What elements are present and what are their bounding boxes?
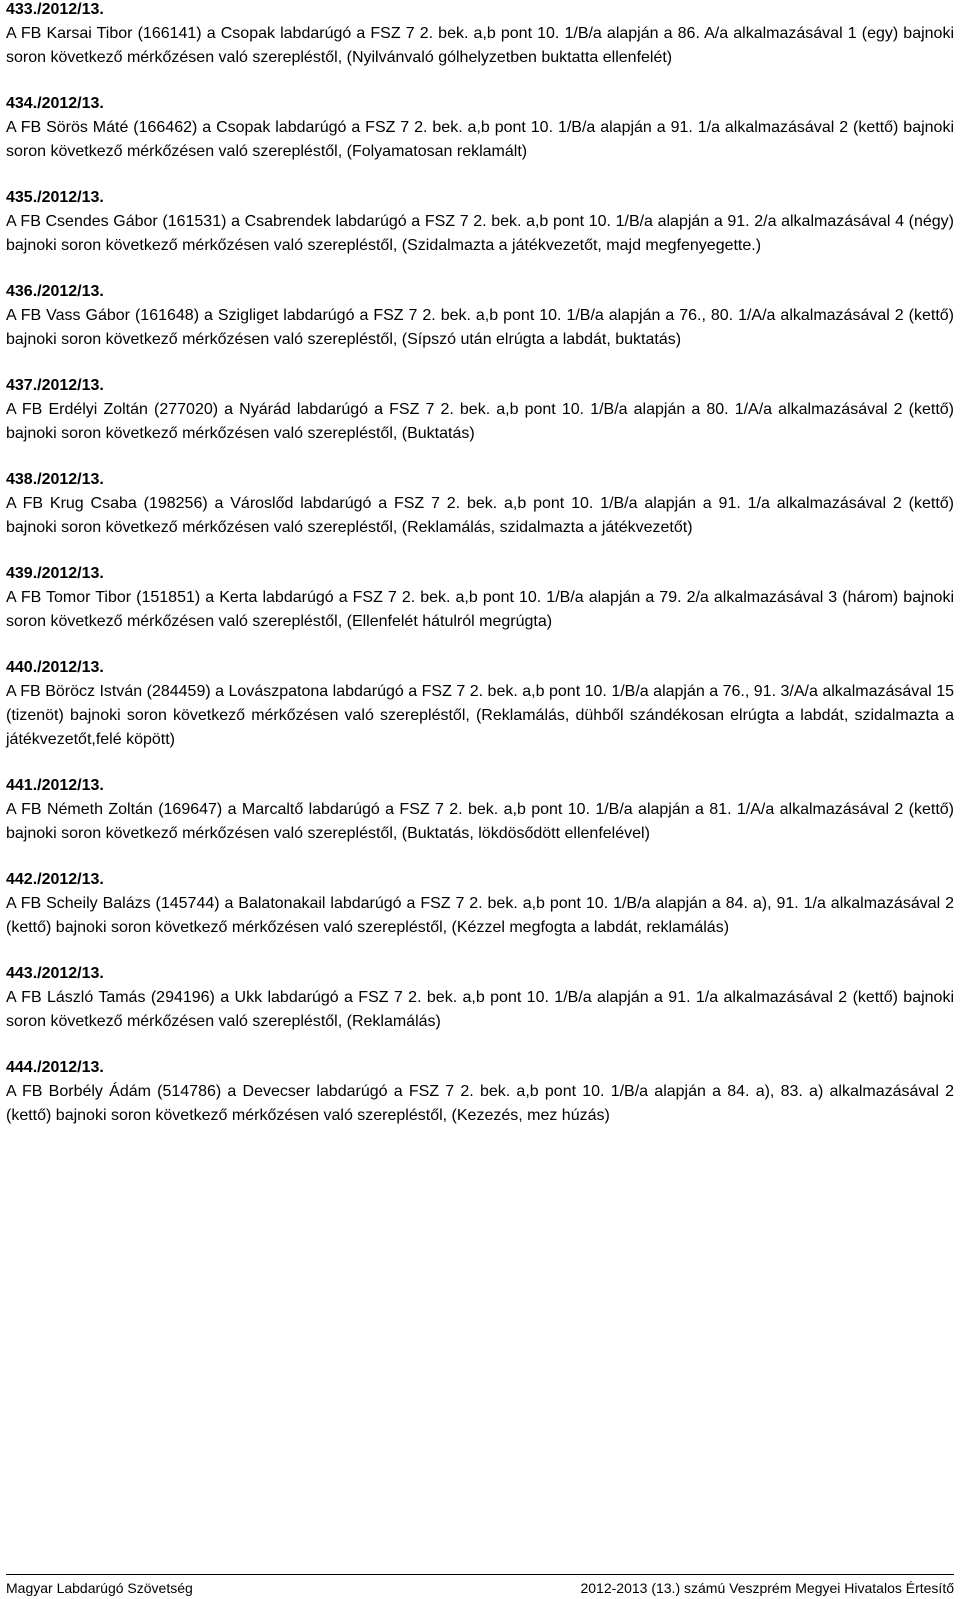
decision-entry — [6, 774, 954, 846]
decision-number: 444./2012/13. — [6, 1059, 104, 1076]
decision-entry — [6, 186, 954, 258]
decision-number: 443./2012/13. — [6, 965, 104, 982]
decision-text: A FB Karsai Tibor (166141) a Csopak labdarúgó a FSZ 7 2. bek. a,b pont 10. 1/B/a alapján a 86. A/a alkalmazásával 1 (egy) bajnoki soron következő mérkőzésen való szerepléstől, (Nyilvánvaló gólhelyzetben buktatta ellenfelét) — [6, 25, 954, 66]
decision-text: A FB Krug Csaba (198256) a Városlőd labdarúgó a FSZ 7 2. bek. a,b pont 10. 1/B/a alapján a 91. 1/a alkalmazásával 2 (kettő) bajnoki soron következő mérkőzésen való szerepléstől, (Reklamálás, szidalmazta a játékvezetőt) — [6, 495, 954, 536]
footer-organization: Magyar Labdarúgó Szövetség — [6, 1580, 193, 1596]
footer-publication: 2012-2013 (13.) számú Veszprém Megyei Hivatalos Értesítő — [580, 1580, 954, 1596]
decision-number: 435./2012/13. — [6, 189, 104, 206]
decision-text: A FB Sörös Máté (166462) a Csopak labdarúgó a FSZ 7 2. bek. a,b pont 10. 1/B/a alapján a 91. 1/a alkalmazásával 2 (kettő) bajnoki soron következő mérkőzésen való szerepléstől, (Folyamatosan reklamált) — [6, 119, 954, 160]
decision-text: A FB Tomor Tibor (151851) a Kerta labdarúgó a FSZ 7 2. bek. a,b pont 10. 1/B/a alapján a 79. 2/a alkalmazásával 3 (három) bajnoki soron következő mérkőzésen való szerepléstől, (Ellenfelét hátulról megrúgta) — [6, 589, 954, 630]
decision-entry — [6, 92, 954, 164]
document-body — [6, 0, 954, 1150]
decision-entry — [6, 656, 954, 752]
decision-text: A FB Csendes Gábor (161531) a Csabrendek labdarúgó a FSZ 7 2. bek. a,b pont 10. 1/B/a alapján a 91. 2/a alkalmazásával 4 (négy) bajnoki soron következő mérkőzésen való szerepléstől, (Szidalmazta a játékvezetőt, majd megfenyegette.) — [6, 213, 954, 254]
decision-text: A FB Erdélyi Zoltán (277020) a Nyárád labdarúgó a FSZ 7 2. bek. a,b pont 10. 1/B/a alapján a 80. 1/A/a alkalmazásával 2 (kettő) bajnoki soron következő mérkőzésen való szerepléstől, (Buktatás) — [6, 401, 954, 442]
decision-entry — [6, 962, 954, 1034]
decision-entry — [6, 1056, 954, 1128]
decision-number: 438./2012/13. — [6, 471, 104, 488]
decision-number: 437./2012/13. — [6, 377, 104, 394]
decision-number: 441./2012/13. — [6, 777, 104, 794]
decision-text: A FB Böröcz István (284459) a Lovászpatona labdarúgó a FSZ 7 2. bek. a,b pont 10. 1/B/a alapján a 76., 91. 3/A/a alkalmazásával 15 (tizenöt) bajnoki soron következő mérkőzésen való szerepléstől, (Reklamálás, dühből szándékosan elrúgta a labdát, szidalmazta a játékvezetőt,felé köpött) — [6, 683, 954, 748]
decision-number: 433./2012/13. — [6, 1, 104, 18]
decision-entry — [6, 868, 954, 940]
decision-entry — [6, 562, 954, 634]
decision-text: A FB Vass Gábor (161648) a Szigliget labdarúgó a FSZ 7 2. bek. a,b pont 10. 1/B/a alapján a 76., 80. 1/A/a alkalmazásával 2 (kettő) bajnoki soron következő mérkőzésen való szerepléstől, (Sípszó után elrúgta a labdát, buktatás) — [6, 307, 954, 348]
decision-number: 439./2012/13. — [6, 565, 104, 582]
page-footer — [6, 1574, 954, 1597]
decision-entry — [6, 468, 954, 540]
decision-number: 436./2012/13. — [6, 283, 104, 300]
decision-entry — [6, 374, 954, 446]
decision-entry — [6, 280, 954, 352]
decision-text: A FB Scheily Balázs (145744) a Balatonakail labdarúgó a FSZ 7 2. bek. a,b pont 10. 1/B/a alapján a 84. a), 91. 1/a alkalmazásával 2 (kettő) bajnoki soron következő mérkőzésen való szerepléstől, (Kézzel megfogta a labdát, reklamálás) — [6, 895, 954, 936]
decision-number: 442./2012/13. — [6, 871, 104, 888]
decision-entry — [6, 0, 954, 70]
decision-number: 434./2012/13. — [6, 95, 104, 112]
decision-text: A FB László Tamás (294196) a Ukk labdarúgó a FSZ 7 2. bek. a,b pont 10. 1/B/a alapján a 91. 1/a alkalmazásával 2 (kettő) bajnoki soron következő mérkőzésen való szerepléstől, (Reklamálás) — [6, 989, 954, 1030]
decision-number: 440./2012/13. — [6, 659, 104, 676]
decision-text: A FB Borbély Ádám (514786) a Devecser labdarúgó a FSZ 7 2. bek. a,b pont 10. 1/B/a alapján a 84. a), 83. a) alkalmazásával 2 (kettő) bajnoki soron következő mérkőzésen való szerepléstől, (Kezezés, mez húzás) — [6, 1083, 954, 1124]
decision-text: A FB Németh Zoltán (169647) a Marcaltő labdarúgó a FSZ 7 2. bek. a,b pont 10. 1/B/a alapján a 81. 1/A/a alkalmazásával 2 (kettő) bajnoki soron következő mérkőzésen való szerepléstől, (Buktatás, lökdösődött ellenfelével) — [6, 801, 954, 842]
